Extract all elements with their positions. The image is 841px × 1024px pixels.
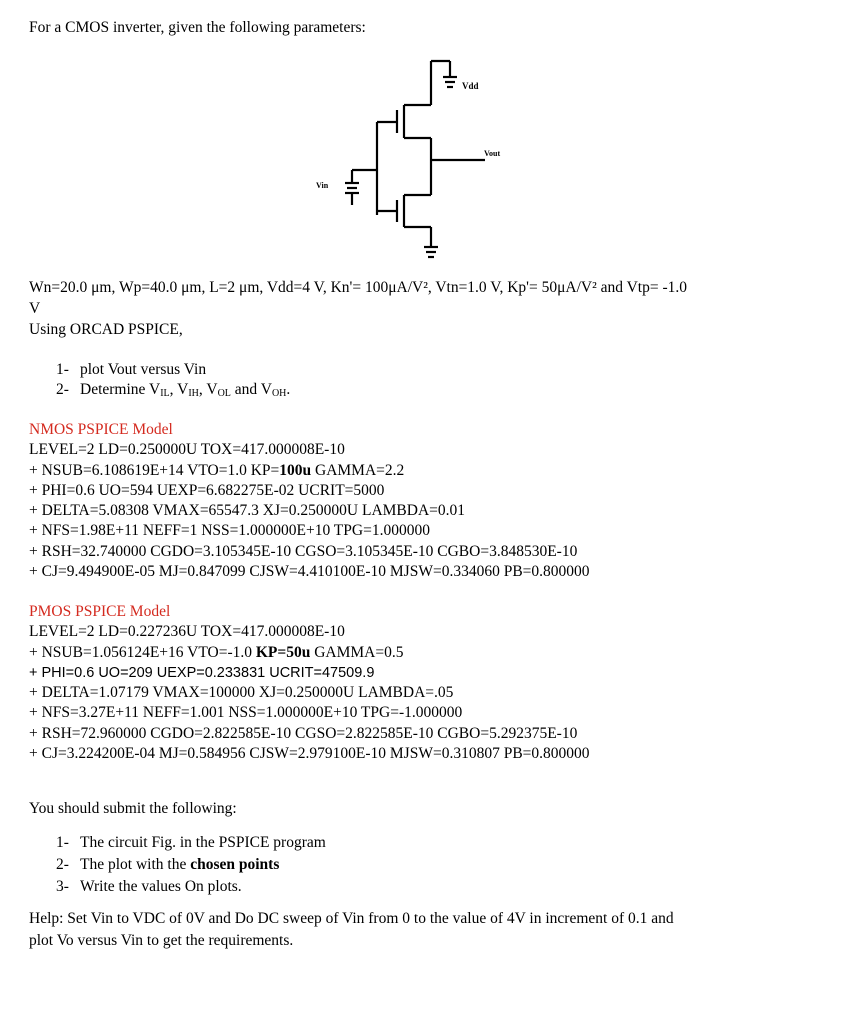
pmos-model: PMOS PSPICE Model LEVEL=2 LD=0.227236U TOX=417.000008E-10 + NSUB=1.056124E+16 VTO=-1.0 KP=50u GAMMA=0.5 + PHI=0.6 UO=209 UEXP=0.233831 UCRIT=47509.9 + DELTA=1.07179 VMAX=100000 XJ=0.250000U LAMBDA=.05 + NFS=3.27E+11 NEFF=1.001 NSS=1.000000E+10 TPG=-1.000000 + RSH=72.960000 CGDO=2.822585E-10 CGSO=2.822585E-10 CGBO=5.292375E-10 + CJ=3.224200E-04 MJ=0.584956 CJSW=2.979100E-10 MJSW=0.310807 PB=0.800000 [29,603,590,763]
vin-label: Vin [316,181,329,190]
help-line-2: plot Vo versus Vin to get the requirements. [29,932,294,949]
cmos-inverter-diagram [300,55,530,265]
params-line-2: V [29,300,41,317]
intro-text: For a CMOS inverter, given the following parameters: [29,19,366,36]
params-line-1: Wn=20.0 μm, Wp=40.0 μm, L=2 μm, Vdd=4 V, Kn'= 100μA/V², Vtn=1.0 V, Kp'= 50μA/V² and Vtp= -1.0 [29,279,687,296]
submit-item-2: 2- The plot with the chosen points [56,856,280,873]
vdd-label: Vdd [462,81,479,91]
vout-label: Vout [484,149,501,158]
submit-item-1: 1- The circuit Fig. in the PSPICE program [56,834,326,851]
task-1: 1- plot Vout versus Vin [56,361,207,378]
help-line-1: Help: Set Vin to VDC of 0V and Do DC sweep of Vin from 0 to the value of 4V in increment of 0.1 and [29,910,674,927]
nmos-model: NMOS PSPICE Model LEVEL=2 LD=0.250000U TOX=417.000008E-10 + NSUB=6.108619E+14 VTO=1.0 KP=100u GAMMA=2.2 + PHI=0.6 UO=594 UEXP=6.682275E-02 UCRIT=5000 + DELTA=5.08308 VMAX=65547.3 XJ=0.250000U LAMBDA=0.01 + NFS=1.98E+11 NEFF=1 NSS=1.000000E+10 TPG=1.000000 + RSH=32.740000 CGDO=3.105345E-10 CGSO=3.105345E-10 CGBO=3.848530E-10 + CJ=9.494900E-05 MJ=0.847099 CJSW=4.410100E-10 MJSW=0.334060 PB=0.800000 [29,421,590,581]
task-2: 2- Determine $V_{IL}$, $V_{IH}$, $V_{OL}$ and $V_{OH}$. [56,381,291,399]
submit-heading: You should submit the following: [29,800,237,817]
submit-item-3: 3- Write the values On plots. [56,878,242,895]
nmos-title: NMOS PSPICE Model [29,421,173,438]
using-text: Using ORCAD PSPICE, [29,321,183,338]
pmos-title: PMOS PSPICE Model [29,603,171,620]
